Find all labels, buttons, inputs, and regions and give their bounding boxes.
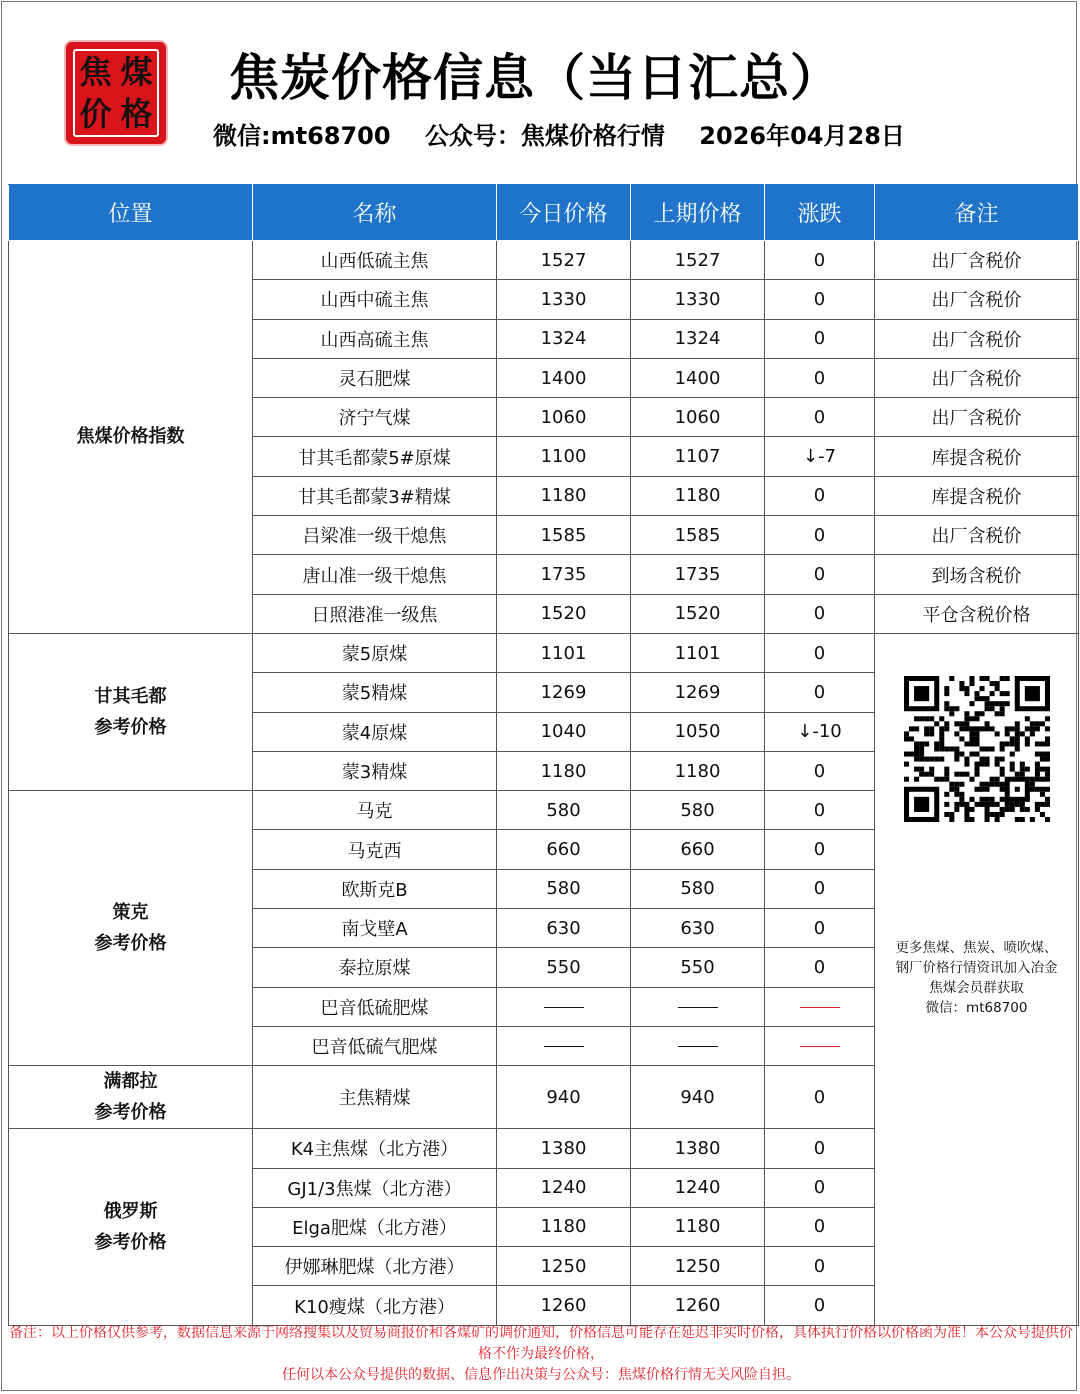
today-cell: 580 [497, 869, 631, 908]
today-cell: 1260 [497, 1286, 631, 1325]
name-cell: 山西中硫主焦 [253, 280, 497, 319]
dash-placeholder [678, 1007, 718, 1008]
today-cell: 1380 [497, 1129, 631, 1168]
name-cell: 灵石肥煤 [253, 358, 497, 397]
today-cell: 1527 [497, 241, 631, 280]
page-title: 焦炭价格信息（当日汇总） [229, 49, 841, 107]
change-cell: ↓-10 [765, 712, 875, 751]
name-cell: 泰拉原煤 [253, 948, 497, 987]
prev-cell: 550 [631, 948, 765, 987]
prev-cell: 1180 [631, 1207, 765, 1246]
today-cell: 1269 [497, 673, 631, 712]
change-cell [765, 987, 875, 1026]
wechat-id: 微信:mt68700 [213, 122, 391, 150]
note-cell: 库提含税价 [875, 437, 1079, 476]
name-cell: 日照港准一级焦 [253, 594, 497, 633]
prev-cell: 1060 [631, 398, 765, 437]
prev-cell: 940 [631, 1066, 765, 1129]
today-cell: 1101 [497, 633, 631, 672]
logo-char: 格 [120, 95, 153, 133]
dash-placeholder [544, 1046, 584, 1047]
side-text [875, 938, 1078, 1018]
note-cell: 出厂含税价 [875, 358, 1079, 397]
name-cell: 巴音低硫肥煤 [253, 987, 497, 1026]
prev-cell: 1330 [631, 280, 765, 319]
today-cell: 1250 [497, 1247, 631, 1286]
prev-cell: 1735 [631, 555, 765, 594]
prev-cell: 1107 [631, 437, 765, 476]
today-cell: 550 [497, 948, 631, 987]
name-cell: 吕梁准一级干熄焦 [253, 516, 497, 555]
side-text-line: 焦煤会员群获取 [929, 979, 1024, 996]
today-cell: 1400 [497, 358, 631, 397]
name-cell: 济宁气煤 [253, 398, 497, 437]
logo-char: 煤 [120, 53, 153, 91]
today-cell: 1735 [497, 555, 631, 594]
table-header-row [9, 185, 1079, 241]
change-cell: 0 [765, 751, 875, 790]
change-cell: 0 [765, 594, 875, 633]
prev-cell: 1250 [631, 1247, 765, 1286]
name-cell: Elga肥煤（北方港） [253, 1207, 497, 1246]
location-label: 参考价格 [94, 1231, 167, 1253]
location-label: 甘其毛都 [94, 686, 167, 708]
column-header: 名称 [253, 185, 497, 241]
name-cell: 唐山准一级干熄焦 [253, 555, 497, 594]
logo [66, 42, 166, 144]
note-cell: 出厂含税价 [875, 280, 1079, 319]
prev-cell: 1520 [631, 594, 765, 633]
prev-cell: 1101 [631, 633, 765, 672]
today-cell: 1520 [497, 594, 631, 633]
name-cell: 伊娜琳肥煤（北方港） [253, 1247, 497, 1286]
note-cell: 到场含税价 [875, 555, 1079, 594]
dash-placeholder [800, 1046, 840, 1047]
side-info-cell [875, 633, 1079, 1325]
location-cell [9, 633, 253, 790]
change-cell: 0 [765, 358, 875, 397]
today-cell: 1180 [497, 1207, 631, 1246]
prev-cell: 1527 [631, 241, 765, 280]
prev-cell: 1324 [631, 319, 765, 358]
name-cell: GJ1/3焦煤（北方港） [253, 1168, 497, 1207]
footer-line: 备注：以上价格仅供参考，数据信息来源于网络搜集以及贸易商报价和各煤矿的调价通知，价格信息可能存在延迟非实时价格，具体执行价格以价格函为准！本公众号提供价格不作为最终价格， [9, 1325, 1073, 1362]
prev-cell: 1240 [631, 1168, 765, 1207]
note-cell: 出厂含税价 [875, 241, 1079, 280]
today-cell: 1585 [497, 516, 631, 555]
logo-char: 焦 [79, 53, 112, 91]
prev-cell [631, 987, 765, 1026]
location-label: 满都拉 [103, 1071, 158, 1093]
name-cell: K4主焦煤（北方港） [253, 1129, 497, 1168]
prev-cell: 1180 [631, 751, 765, 790]
subtitle [213, 116, 931, 151]
location-label: 焦煤价格指数 [76, 426, 185, 448]
column-header: 上期价格 [631, 185, 765, 241]
today-cell: 630 [497, 909, 631, 948]
change-cell: 0 [765, 398, 875, 437]
change-cell: 0 [765, 555, 875, 594]
today-cell: 1100 [497, 437, 631, 476]
table-row [9, 633, 1079, 672]
name-cell: 蒙5原煤 [253, 633, 497, 672]
today-cell: 1060 [497, 398, 631, 437]
change-cell: 0 [765, 319, 875, 358]
change-cell: 0 [765, 516, 875, 555]
dash-placeholder [800, 1007, 840, 1008]
change-cell: ↓-7 [765, 437, 875, 476]
prev-cell [631, 1026, 765, 1065]
change-cell: 0 [765, 633, 875, 672]
today-cell [497, 1026, 631, 1065]
name-cell: 甘其毛都蒙3#精煤 [253, 476, 497, 515]
change-cell: 0 [765, 1066, 875, 1129]
change-cell: 0 [765, 830, 875, 869]
name-cell: 蒙3精煤 [253, 751, 497, 790]
side-text-line: 微信：mt68700 [925, 999, 1028, 1016]
today-cell [497, 987, 631, 1026]
prev-cell: 1050 [631, 712, 765, 751]
today-cell: 1040 [497, 712, 631, 751]
change-cell: 0 [765, 1286, 875, 1325]
change-cell: 0 [765, 909, 875, 948]
prev-cell: 1269 [631, 673, 765, 712]
prev-cell: 1380 [631, 1129, 765, 1168]
price-table [8, 184, 1079, 1326]
note-cell: 出厂含税价 [875, 319, 1079, 358]
account-name: 公众号：焦煤价格行情 [424, 122, 665, 150]
name-cell: K10瘦煤（北方港） [253, 1286, 497, 1325]
change-cell: 0 [765, 1168, 875, 1207]
name-cell: 蒙5精煤 [253, 673, 497, 712]
change-cell: 0 [765, 948, 875, 987]
change-cell [765, 1026, 875, 1065]
location-label: 俄罗斯 [103, 1200, 158, 1222]
today-cell: 1330 [497, 280, 631, 319]
location-cell [9, 1066, 253, 1129]
name-cell: 马克 [253, 791, 497, 830]
name-cell: 蒙4原煤 [253, 712, 497, 751]
name-cell: 马克西 [253, 830, 497, 869]
location-label: 参考价格 [94, 933, 167, 955]
dash-placeholder [544, 1007, 584, 1008]
change-cell: 0 [765, 1247, 875, 1286]
qr-code-icon [904, 676, 1050, 822]
today-cell: 580 [497, 791, 631, 830]
note-cell: 出厂含税价 [875, 516, 1079, 555]
dash-placeholder [678, 1046, 718, 1047]
table-row [9, 241, 1079, 280]
name-cell: 山西高硫主焦 [253, 319, 497, 358]
location-label: 参考价格 [94, 1102, 167, 1124]
prev-cell: 1400 [631, 358, 765, 397]
footer-line: 任何以本公众号提供的数据、信息作出决策与公众号：焦煤价格行情无关风险自担。 [282, 1367, 800, 1383]
today-cell: 1180 [497, 476, 631, 515]
change-cell: 0 [765, 869, 875, 908]
column-header: 备注 [875, 185, 1079, 241]
change-cell: 0 [765, 1129, 875, 1168]
prev-cell: 630 [631, 909, 765, 948]
today-cell: 1180 [497, 751, 631, 790]
change-cell: 0 [765, 280, 875, 319]
today-cell: 940 [497, 1066, 631, 1129]
note-cell: 出厂含税价 [875, 398, 1079, 437]
location-cell [9, 241, 253, 634]
column-header: 涨跌 [765, 185, 875, 241]
name-cell: 主焦精煤 [253, 1066, 497, 1129]
change-cell: 0 [765, 476, 875, 515]
prev-cell: 580 [631, 869, 765, 908]
prev-cell: 660 [631, 830, 765, 869]
prev-cell: 580 [631, 791, 765, 830]
logo-char: 价 [79, 95, 112, 133]
today-cell: 660 [497, 830, 631, 869]
name-cell: 山西低硫主焦 [253, 241, 497, 280]
note-cell: 库提含税价 [875, 476, 1079, 515]
change-cell: 0 [765, 241, 875, 280]
side-text-line: 钢厂价格行情资讯加入冶金 [895, 959, 1058, 976]
name-cell: 巴音低硫气肥煤 [253, 1026, 497, 1065]
prev-cell: 1180 [631, 476, 765, 515]
location-cell [9, 791, 253, 1066]
name-cell: 南戈壁A [253, 909, 497, 948]
change-cell: 0 [765, 673, 875, 712]
location-label: 策克 [112, 902, 149, 924]
prev-cell: 1260 [631, 1286, 765, 1325]
prev-cell: 1585 [631, 516, 765, 555]
location-cell [9, 1129, 253, 1325]
footer-disclaimer [8, 1323, 1074, 1386]
today-cell: 1240 [497, 1168, 631, 1207]
report-date: 2026年04月28日 [699, 122, 905, 150]
column-header: 今日价格 [497, 185, 631, 241]
column-header: 位置 [9, 185, 253, 241]
location-label: 参考价格 [94, 717, 167, 739]
name-cell: 欧斯克B [253, 869, 497, 908]
note-cell: 平仓含税价格 [875, 594, 1079, 633]
name-cell: 甘其毛都蒙5#原煤 [253, 437, 497, 476]
side-text-line: 更多焦煤、焦炭、喷吹煤、 [895, 939, 1058, 956]
change-cell: 0 [765, 1207, 875, 1246]
change-cell: 0 [765, 791, 875, 830]
today-cell: 1324 [497, 319, 631, 358]
